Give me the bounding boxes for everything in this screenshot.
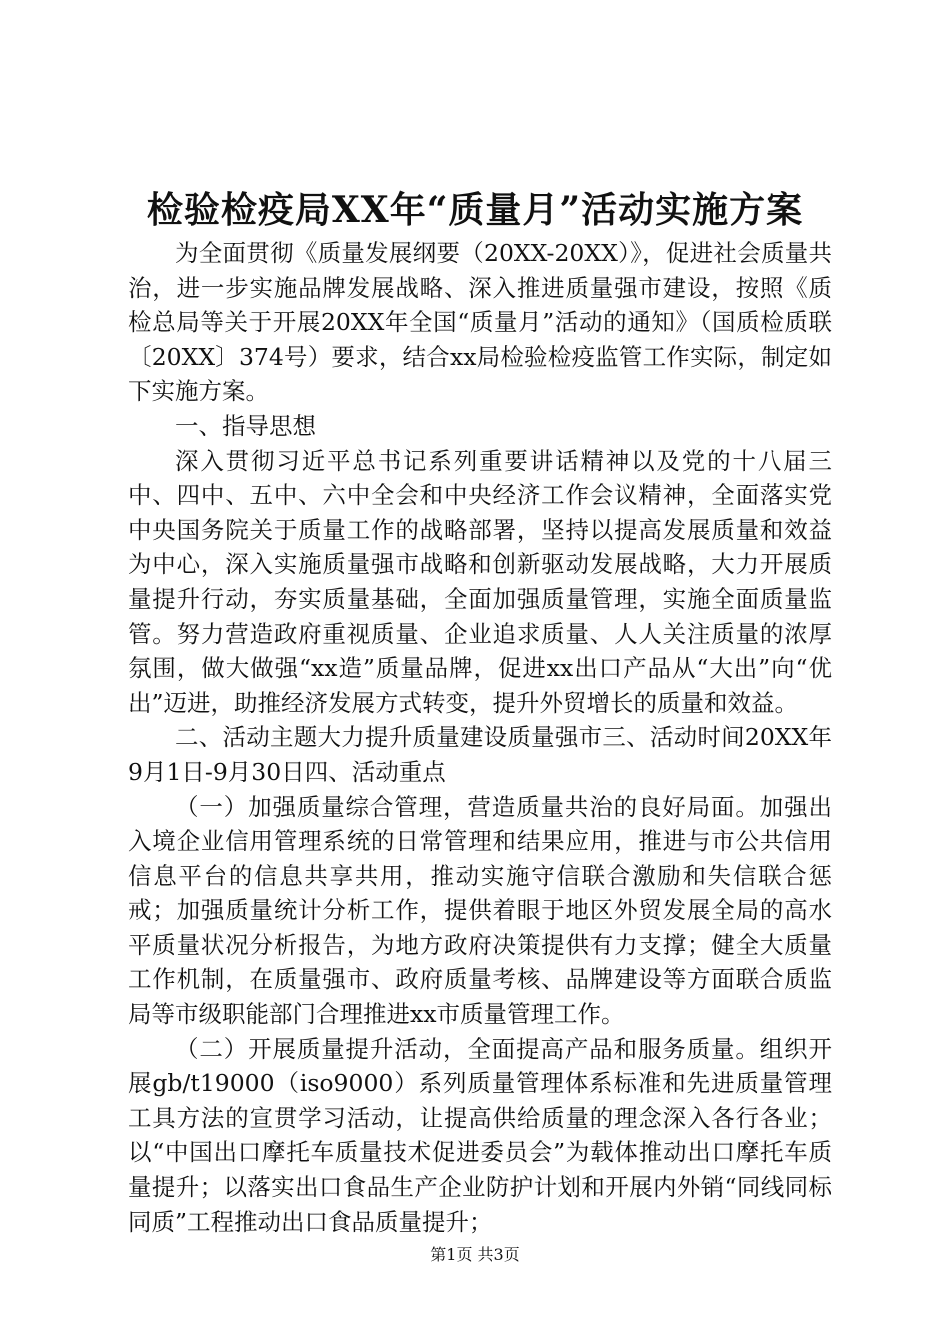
paragraph-intro: 为全面贯彻《质量发展纲要（20XX-20XX）》，促进社会质量共治，进一步实施品牌发展战略、深入推进质量强市建设，按照《质检总局等关于开展20XX年全国“质量月”活动的通知》（国质检质联〔20XX〕374号）要求，结合xx局检验检疫监管工作实际，制定如下实施方案。 — [128, 239, 832, 406]
document-title: 检验检疫局XX年“质量月”活动实施方案 — [146, 189, 804, 231]
section-heading-guiding-ideology: 一、指导思想 — [175, 411, 316, 440]
document-body — [128, 236, 832, 1239]
paragraph-theme-time-focus: 二、活动主题大力提升质量建设质量强市三、活动时间20XX年9月1日-9月30日四、活动重点 — [128, 723, 832, 786]
paragraph-focus-two: （二）开展质量提升活动，全面提高产品和服务质量。组织开展gb/t19000（iso9000）系列质量管理体系标准和先进质量管理工具方法的宣贯学习活动，让提高供给质量的理念深入各行各业；以“中国出口摩托车质量技术促进委员会”为载体推动出口摩托车质量提升；以落实出口食品生产企业防护计划和开展内外销“同线同标同质”工程推动出口食品质量提升； — [128, 1034, 832, 1236]
paragraph-guiding-ideology: 深入贯彻习近平总书记系列重要讲话精神以及党的十八届三中、四中、五中、六中全会和中央经济工作会议精神，全面落实党中央国务院关于质量工作的战略部署，坚持以提高发展质量和效益为中心，深入实施质量强市战略和创新驱动发展战略，大力开展质量提升行动，夯实质量基础，全面加强质量管理，实施全面质量监管。努力营造政府重视质量、企业追求质量、人人关注质量的浓厚氛围，做大做强“xx造”质量品牌，促进xx出口产品从“大出”向“优出”迈进，助推经济发展方式转变，提升外贸增长的质量和效益。 — [128, 446, 832, 717]
paragraph-focus-one: （一）加强质量综合管理，营造质量共治的良好局面。加强出入境企业信用管理系统的日常管理和结果应用，推进与市公共信用信息平台的信息共享共用，推动实施守信联合激励和失信联合惩戒；加强质量统计分析工作，提供着眼于地区外贸发展全局的高水平质量状况分析报告，为地方政府决策提供有力支撑；健全大质量工作机制，在质量强市、政府质量考核、品牌建设等方面联合质监局等市级职能部门合理推进xx市质量管理工作。 — [128, 792, 832, 1029]
page-number-footer: 第1页 共3页 — [430, 1245, 520, 1264]
